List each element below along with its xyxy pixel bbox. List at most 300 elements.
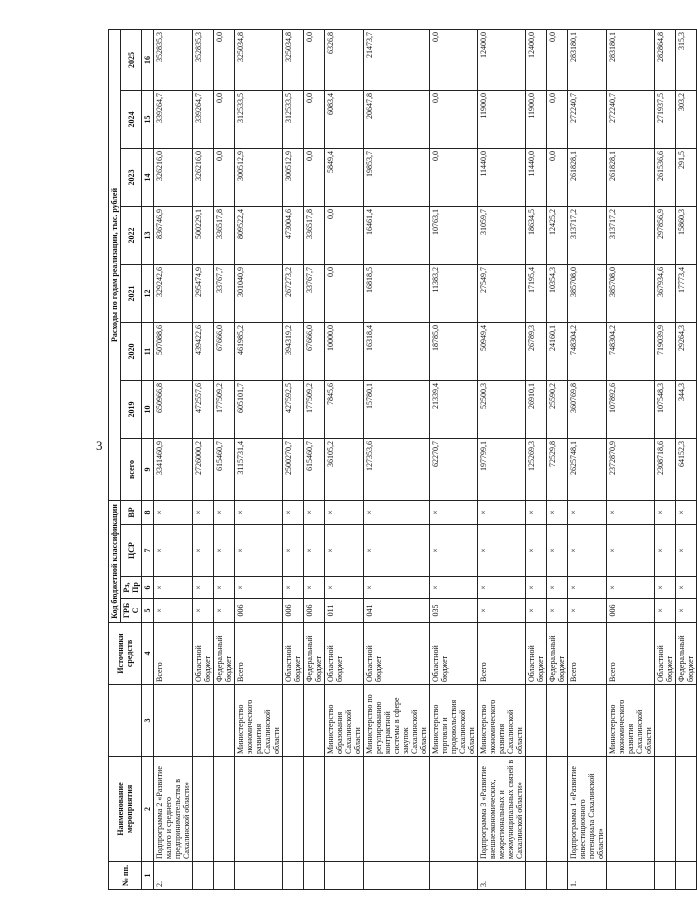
table-row xyxy=(547,29,568,889)
expense-value-cell: 11383,2 xyxy=(430,264,478,322)
funding-source-cell: Всего xyxy=(607,623,655,685)
table-row xyxy=(655,29,676,889)
header-year-2020: 2020 xyxy=(121,322,142,380)
page-number: 3 xyxy=(96,438,103,453)
rzpr-cell: × xyxy=(193,577,214,599)
csr-cell: × xyxy=(325,525,364,577)
table-row xyxy=(676,29,697,889)
header-index-cell: 3 xyxy=(142,685,154,757)
expense-value-cell: 21473,7 xyxy=(364,29,430,90)
expense-value-cell: 325034,8 xyxy=(283,29,304,90)
rzpr-cell: × xyxy=(568,577,607,599)
header-index-cell: 1 xyxy=(142,862,154,890)
expense-value-cell: 11900,0 xyxy=(526,90,547,148)
expense-value-cell: 385708,0 xyxy=(568,264,607,322)
funding-source-cell: Областной бюджет xyxy=(364,623,430,685)
rzpr-cell: × xyxy=(478,577,526,599)
expense-value-cell: 33767,7 xyxy=(304,264,325,322)
row-number-cell xyxy=(526,862,547,890)
grbs-cell: 041 xyxy=(364,599,430,623)
expense-value-cell: 0,0 xyxy=(214,148,235,206)
row-number-cell xyxy=(430,862,478,890)
header-no: № пп. xyxy=(109,862,142,890)
vr-cell: × xyxy=(526,500,547,524)
grbs-cell: × xyxy=(568,599,607,623)
funding-source-cell: Всего xyxy=(568,623,607,685)
expense-value-cell: 0,0 xyxy=(547,90,568,148)
expense-value-cell: 507088,6 xyxy=(154,322,193,380)
expense-value-cell: 2726000,2 xyxy=(193,438,214,500)
expense-value-cell: 7845,6 xyxy=(325,380,364,438)
csr-cell: × xyxy=(193,525,214,577)
expense-value-cell: 52500,3 xyxy=(478,380,526,438)
expense-value-cell: 0,0 xyxy=(304,148,325,206)
expense-value-cell: 107548,3 xyxy=(655,380,676,438)
executor-cell xyxy=(193,685,214,757)
header-year-total: всего xyxy=(121,438,142,500)
expense-value-cell: 836746,9 xyxy=(154,206,193,264)
expense-value-cell: 300512,9 xyxy=(235,148,283,206)
expense-value-cell: 326216,0 xyxy=(193,148,214,206)
header-year-2022: 2022 xyxy=(121,206,142,264)
funding-source-cell: Всего xyxy=(154,623,193,685)
table-row xyxy=(478,29,526,889)
vr-cell: × xyxy=(568,500,607,524)
row-number-cell: 2. xyxy=(154,862,193,890)
rzpr-cell: × xyxy=(526,577,547,599)
header-executor xyxy=(109,685,142,757)
expense-value-cell: 336517,8 xyxy=(214,206,235,264)
grbs-cell: 006 xyxy=(283,599,304,623)
expense-value-cell: 24160,1 xyxy=(547,322,568,380)
activity-name-cell xyxy=(607,757,655,862)
header-code-group: Код бюджетной классификации xyxy=(109,500,121,622)
header-index-cell: 2 xyxy=(142,757,154,862)
expense-value-cell: 3115731,4 xyxy=(235,438,283,500)
csr-cell: × xyxy=(364,525,430,577)
header-year-2023: 2023 xyxy=(121,148,142,206)
expense-value-cell: 2625748,1 xyxy=(568,438,607,500)
rzpr-cell: × xyxy=(325,577,364,599)
expense-value-cell: 339264,7 xyxy=(154,90,193,148)
executor-cell: Министерство экономического развития Сахалинской области xyxy=(478,685,526,757)
expense-value-cell: 11900,0 xyxy=(478,90,526,148)
grbs-cell: × xyxy=(547,599,568,623)
grbs-cell: × xyxy=(676,599,697,623)
expense-value-cell: 615460,7 xyxy=(304,438,325,500)
expense-value-cell: 312533,5 xyxy=(283,90,304,148)
expense-value-cell: 719039,9 xyxy=(655,322,676,380)
table-row xyxy=(214,29,235,889)
rzpr-cell: × xyxy=(547,577,568,599)
funding-source-cell: Федеральный бюджет xyxy=(547,623,568,685)
expense-value-cell: 352835,3 xyxy=(154,29,193,90)
expense-value-cell: 11440,0 xyxy=(526,148,547,206)
executor-cell xyxy=(676,685,697,757)
rzpr-cell: × xyxy=(364,577,430,599)
expense-value-cell: 10354,3 xyxy=(547,264,568,322)
rzpr-cell: × xyxy=(235,577,283,599)
expense-value-cell: 650966,8 xyxy=(154,380,193,438)
expense-value-cell: 291,5 xyxy=(676,148,697,206)
activity-name-cell xyxy=(547,757,568,862)
row-number-cell xyxy=(607,862,655,890)
expense-value-cell: 18634,5 xyxy=(526,206,547,264)
activity-name-cell: Подпрограмма 2 «Развитие малого и среднего предпринимательства в Сахалинской области» xyxy=(154,757,193,862)
header-source: Источники средств xyxy=(109,623,142,685)
executor-cell: Министерство экономического развития Сахалинской области xyxy=(235,685,283,757)
expense-value-cell: 62270,7 xyxy=(430,438,478,500)
csr-cell: × xyxy=(154,525,193,577)
expense-value-cell: 367934,6 xyxy=(655,264,676,322)
expense-value-cell: 615460,7 xyxy=(214,438,235,500)
header-index-cell: 6 xyxy=(142,577,154,599)
header-csr: ЦСР xyxy=(121,525,142,577)
expense-value-cell: 31059,7 xyxy=(478,206,526,264)
executor-cell xyxy=(214,685,235,757)
expense-value-cell: 385708,0 xyxy=(607,264,655,322)
expense-value-cell: 473004,6 xyxy=(283,206,304,264)
executor-cell xyxy=(526,685,547,757)
vr-cell: × xyxy=(430,500,478,524)
executor-cell xyxy=(655,685,676,757)
expense-value-cell: 748304,2 xyxy=(568,322,607,380)
table-row xyxy=(568,29,607,889)
row-number-cell xyxy=(655,862,676,890)
expense-value-cell: 300512,9 xyxy=(283,148,304,206)
expense-value-cell: 336517,8 xyxy=(304,206,325,264)
executor-cell: Министерство образования Сахалинской области xyxy=(325,685,364,757)
expense-value-cell: 0,0 xyxy=(430,29,478,90)
expense-value-cell: 272240,7 xyxy=(568,90,607,148)
header-year-2021: 2021 xyxy=(121,264,142,322)
expense-value-cell: 261828,1 xyxy=(568,148,607,206)
csr-cell: × xyxy=(430,525,478,577)
executor-cell xyxy=(283,685,304,757)
vr-cell: × xyxy=(154,500,193,524)
expense-value-cell: 500229,1 xyxy=(193,206,214,264)
activity-name-cell xyxy=(193,757,214,862)
expense-value-cell: 27549,7 xyxy=(478,264,526,322)
expense-value-cell: 297856,9 xyxy=(655,206,676,264)
expense-value-cell: 2308718,6 xyxy=(655,438,676,500)
header-index-cell: 16 xyxy=(142,29,154,90)
header-index-cell: 12 xyxy=(142,264,154,322)
grbs-cell: 011 xyxy=(325,599,364,623)
expense-value-cell: 313717,2 xyxy=(607,206,655,264)
grbs-cell: 006 xyxy=(235,599,283,623)
funding-source-cell: Всего xyxy=(478,623,526,685)
row-number-cell xyxy=(235,862,283,890)
executor-cell: Министерство торговли и продовольствия Сахалинской области xyxy=(430,685,478,757)
csr-cell: × xyxy=(304,525,325,577)
expense-value-cell: 11440,0 xyxy=(478,148,526,206)
vr-cell: × xyxy=(235,500,283,524)
csr-cell: × xyxy=(607,525,655,577)
expense-value-cell: 0,0 xyxy=(547,148,568,206)
expense-value-cell: 313717,2 xyxy=(568,206,607,264)
expense-value-cell: 0,0 xyxy=(325,264,364,322)
rzpr-cell: × xyxy=(154,577,193,599)
executor-cell xyxy=(304,685,325,757)
funding-source-cell: Областной бюджет xyxy=(430,623,478,685)
expense-value-cell: 326216,0 xyxy=(154,148,193,206)
expense-value-cell: 301040,9 xyxy=(235,264,283,322)
expense-value-cell: 125269,3 xyxy=(526,438,547,500)
expense-value-cell: 67666,0 xyxy=(214,322,235,380)
expense-value-cell: 25590,2 xyxy=(547,380,568,438)
table-row xyxy=(526,29,547,889)
grbs-cell: × xyxy=(478,599,526,623)
executor-cell: Министерство экономического развития Сахалинской области xyxy=(607,685,655,757)
row-number-cell: 1. xyxy=(568,862,607,890)
expense-value-cell: 605101,7 xyxy=(235,380,283,438)
header-year-2019: 2019 xyxy=(121,380,142,438)
activity-name-cell xyxy=(283,757,304,862)
activity-name-cell xyxy=(655,757,676,862)
header-index-cell: 11 xyxy=(142,322,154,380)
funding-source-cell: Федеральный бюджет xyxy=(304,623,325,685)
expense-value-cell: 3341460,9 xyxy=(154,438,193,500)
expense-value-cell: 283180,1 xyxy=(568,29,607,90)
expense-value-cell: 16318,4 xyxy=(364,322,430,380)
expense-value-cell: 272240,7 xyxy=(607,90,655,148)
rzpr-cell: × xyxy=(676,577,697,599)
expense-value-cell: 748304,2 xyxy=(607,322,655,380)
row-number-cell xyxy=(364,862,430,890)
expense-value-cell: 72529,8 xyxy=(547,438,568,500)
expense-value-cell: 50949,4 xyxy=(478,322,526,380)
funding-source-cell: Федеральный бюджет xyxy=(676,623,697,685)
vr-cell: × xyxy=(607,500,655,524)
table-body xyxy=(154,29,697,889)
activity-name-cell: Подпрограмма 1 «Развитие инвестиционного потенциала Сахалинской области» xyxy=(568,757,607,862)
expense-value-cell: 339264,7 xyxy=(193,90,214,148)
activity-name-cell xyxy=(325,757,364,862)
grbs-cell: 006 xyxy=(607,599,655,623)
executor-cell: Министерство по регулированию контрактной системы в сфере закупок Сахалинской области xyxy=(364,685,430,757)
expense-value-cell: 283180,1 xyxy=(607,29,655,90)
expense-value-cell: 107892,6 xyxy=(607,380,655,438)
header-index-cell: 7 xyxy=(142,525,154,577)
csr-cell: × xyxy=(478,525,526,577)
rotated-table-container xyxy=(108,30,695,890)
vr-cell: × xyxy=(676,500,697,524)
expense-value-cell: 809522,4 xyxy=(235,206,283,264)
expense-value-cell: 325034,8 xyxy=(235,29,283,90)
funding-source-cell: Областной бюджет xyxy=(325,623,364,685)
header-index-cell: 9 xyxy=(142,438,154,500)
expense-value-cell: 295474,9 xyxy=(193,264,214,322)
grbs-cell: × xyxy=(526,599,547,623)
expense-value-cell: 0,0 xyxy=(214,90,235,148)
table-row xyxy=(235,29,283,889)
expense-value-cell: 26910,1 xyxy=(526,380,547,438)
activity-name-cell xyxy=(526,757,547,862)
expense-value-cell: 360769,8 xyxy=(568,380,607,438)
csr-cell: × xyxy=(526,525,547,577)
row-number-cell xyxy=(214,862,235,890)
vr-cell: × xyxy=(325,500,364,524)
expense-value-cell: 12425,2 xyxy=(547,206,568,264)
row-number-cell xyxy=(193,862,214,890)
expense-value-cell: 0,0 xyxy=(430,90,478,148)
grbs-cell: × xyxy=(214,599,235,623)
expense-value-cell: 6083,4 xyxy=(325,90,364,148)
expense-value-cell: 315,3 xyxy=(676,29,697,90)
rzpr-cell: × xyxy=(607,577,655,599)
expense-value-cell: 21339,4 xyxy=(430,380,478,438)
header-index-cell: 13 xyxy=(142,206,154,264)
expense-value-cell: 19853,7 xyxy=(364,148,430,206)
expense-value-cell: 329242,6 xyxy=(154,264,193,322)
header-index-cell: 10 xyxy=(142,380,154,438)
row-number-cell xyxy=(304,862,325,890)
csr-cell: × xyxy=(568,525,607,577)
vr-cell: × xyxy=(478,500,526,524)
table-row xyxy=(283,29,304,889)
expense-value-cell: 282864,8 xyxy=(655,29,676,90)
activity-name-cell xyxy=(364,757,430,862)
executor-cell xyxy=(547,685,568,757)
expense-value-cell: 0,0 xyxy=(547,29,568,90)
table-row xyxy=(430,29,478,889)
executor-cell xyxy=(568,685,607,757)
budget-table xyxy=(108,29,697,890)
expense-value-cell: 6326,8 xyxy=(325,29,364,90)
expense-value-cell: 312533,5 xyxy=(235,90,283,148)
rzpr-cell: × xyxy=(214,577,235,599)
row-number-cell xyxy=(547,862,568,890)
expense-value-cell: 267273,2 xyxy=(283,264,304,322)
header-year-2024: 2024 xyxy=(121,90,142,148)
expense-value-cell: 15780,1 xyxy=(364,380,430,438)
csr-cell: × xyxy=(214,525,235,577)
expense-value-cell: 472557,6 xyxy=(193,380,214,438)
table-row xyxy=(304,29,325,889)
expense-value-cell: 17195,4 xyxy=(526,264,547,322)
rzpr-cell: × xyxy=(283,577,304,599)
header-index-cell: 8 xyxy=(142,500,154,524)
header-expenses-group: Расходы по годам реализации, тыс. рублей xyxy=(109,29,121,500)
expense-value-cell: 261536,6 xyxy=(655,148,676,206)
vr-cell: × xyxy=(364,500,430,524)
header-index-row xyxy=(142,29,154,889)
grbs-cell: × xyxy=(655,599,676,623)
activity-name-cell xyxy=(304,757,325,862)
expense-value-cell: 10763,1 xyxy=(430,206,478,264)
expense-value-cell: 352835,3 xyxy=(193,29,214,90)
funding-source-cell: Областной бюджет xyxy=(526,623,547,685)
expense-value-cell: 303,2 xyxy=(676,90,697,148)
row-number-cell xyxy=(676,862,697,890)
expense-value-cell: 177509,2 xyxy=(304,380,325,438)
funding-source-cell: Федеральный бюджет xyxy=(214,623,235,685)
funding-source-cell: Областной бюджет xyxy=(193,623,214,685)
table-row xyxy=(154,29,193,889)
expense-value-cell: 20647,8 xyxy=(364,90,430,148)
expense-value-cell: 2500270,7 xyxy=(283,438,304,500)
csr-cell: × xyxy=(547,525,568,577)
vr-cell: × xyxy=(304,500,325,524)
expense-value-cell: 12400,0 xyxy=(526,29,547,90)
activity-name-cell xyxy=(676,757,697,862)
expense-value-cell: 127353,6 xyxy=(364,438,430,500)
header-index-cell: 14 xyxy=(142,148,154,206)
expense-value-cell: 33767,7 xyxy=(214,264,235,322)
expense-value-cell: 29264,3 xyxy=(676,322,697,380)
expense-value-cell: 427592,5 xyxy=(283,380,304,438)
expense-value-cell: 261828,1 xyxy=(607,148,655,206)
rzpr-cell: × xyxy=(304,577,325,599)
expense-value-cell: 16818,5 xyxy=(364,264,430,322)
vr-cell: × xyxy=(214,500,235,524)
header-index-cell: 15 xyxy=(142,90,154,148)
executor-cell xyxy=(154,685,193,757)
vr-cell: × xyxy=(283,500,304,524)
expense-value-cell: 0,0 xyxy=(304,29,325,90)
expense-value-cell: 64152,3 xyxy=(676,438,697,500)
grbs-cell: × xyxy=(193,599,214,623)
expense-value-cell: 17773,4 xyxy=(676,264,697,322)
header-index-cell: 5 xyxy=(142,599,154,623)
expense-value-cell: 16461,4 xyxy=(364,206,430,264)
table-row xyxy=(325,29,364,889)
grbs-cell: 006 xyxy=(304,599,325,623)
expense-value-cell: 177509,2 xyxy=(214,380,235,438)
vr-cell: × xyxy=(655,500,676,524)
grbs-cell: × xyxy=(154,599,193,623)
header-grbs: ГРБС xyxy=(121,599,142,623)
expense-value-cell: 2372870,9 xyxy=(607,438,655,500)
expense-value-cell: 344,3 xyxy=(676,380,697,438)
expense-value-cell: 36105,2 xyxy=(325,438,364,500)
header-name: Наименование мероприятия xyxy=(109,757,142,862)
funding-source-cell: Областной бюджет xyxy=(655,623,676,685)
expense-value-cell: 271937,5 xyxy=(655,90,676,148)
expense-value-cell: 197799,1 xyxy=(478,438,526,500)
header-index-cell: 4 xyxy=(142,623,154,685)
activity-name-cell xyxy=(235,757,283,862)
expense-value-cell: 67666,0 xyxy=(304,322,325,380)
rzpr-cell: × xyxy=(655,577,676,599)
expense-value-cell: 18785,0 xyxy=(430,322,478,380)
vr-cell: × xyxy=(547,500,568,524)
funding-source-cell: Областной бюджет xyxy=(283,623,304,685)
table-row xyxy=(364,29,430,889)
expense-value-cell: 26789,3 xyxy=(526,322,547,380)
csr-cell: × xyxy=(235,525,283,577)
expense-value-cell: 0,0 xyxy=(304,90,325,148)
grbs-cell: 035 xyxy=(430,599,478,623)
csr-cell: × xyxy=(676,525,697,577)
table-row xyxy=(607,29,655,889)
table-row xyxy=(193,29,214,889)
header-year-2025: 2025 xyxy=(121,29,142,90)
header-vr: ВР xyxy=(121,500,142,524)
activity-name-cell: Подпрограмма 3 «Развитие внешнеэкономических, межрегиональных и межмуниципальных связей в Сахалинской области» xyxy=(478,757,526,862)
row-number-cell xyxy=(325,862,364,890)
expense-value-cell: 439422,6 xyxy=(193,322,214,380)
vr-cell: × xyxy=(193,500,214,524)
row-number-cell: 3. xyxy=(478,862,526,890)
header-row-1 xyxy=(109,29,121,889)
header-rzpr: Рз, Пр xyxy=(121,577,142,599)
expense-value-cell: 0,0 xyxy=(325,206,364,264)
expense-value-cell: 10000,0 xyxy=(325,322,364,380)
csr-cell: × xyxy=(655,525,676,577)
expense-value-cell: 461985,2 xyxy=(235,322,283,380)
